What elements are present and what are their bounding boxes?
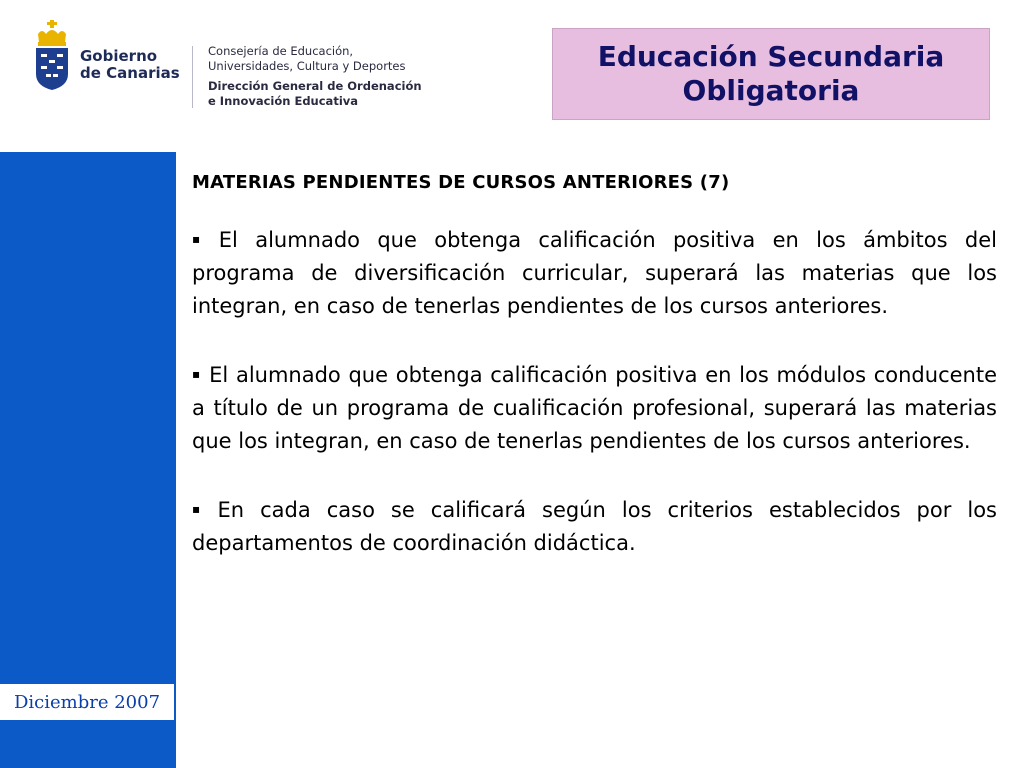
bullet-icon: ▪: [192, 367, 202, 381]
header-logo: [32, 18, 432, 118]
subdept-line1: Dirección General de Ordenación: [208, 79, 422, 93]
bullet-paragraph-2: [192, 358, 997, 458]
paragraph-text: En cada caso se calificará según los criterios establecidos por los departamentos de coordinación didáctica.: [192, 498, 997, 555]
title-line2: Obligatoria: [682, 74, 860, 107]
dept-line1: Consejería de Educación,: [208, 44, 354, 58]
left-sidebar: [0, 152, 176, 768]
bullet-icon: ▪: [192, 232, 211, 246]
paragraph-text: El alumnado que obtenga calificación positiva en los ámbitos del programa de diversificación curricular, superará las materias que los integran, en caso de tenerlas pendientes de los cursos anteriores.: [192, 228, 997, 318]
subdept-line2: e Innovación Educativa: [208, 93, 359, 108]
logo-divider: [192, 46, 193, 108]
section-heading: MATERIAS PENDIENTES DE CURSOS ANTERIORES (7): [192, 172, 730, 193]
date-label: Diciembre 2007: [0, 684, 174, 720]
dept-line2: Universidades, Cultura y Deportes: [208, 58, 406, 73]
bullet-icon: ▪: [192, 502, 210, 516]
gov-name-line2: de Canarias: [80, 64, 180, 82]
title-line1: Educación Secundaria: [597, 40, 945, 73]
slide-content: [192, 172, 997, 595]
bullet-paragraph-1: [192, 223, 997, 323]
gov-name-line1: Gobierno: [80, 47, 158, 65]
paragraph-text: El alumnado que obtenga calificación positiva en los módulos conducente a título de un programa de cualificación profesional, superará las materias que los integran, en caso de tenerlas pendientes de los cursos anteriores.: [192, 363, 997, 453]
coat-of-arms-icon: [32, 18, 72, 90]
government-name: [80, 48, 180, 82]
bullet-paragraph-3: [192, 493, 997, 560]
department-text: [208, 44, 422, 108]
slide-title-box: [552, 28, 990, 120]
